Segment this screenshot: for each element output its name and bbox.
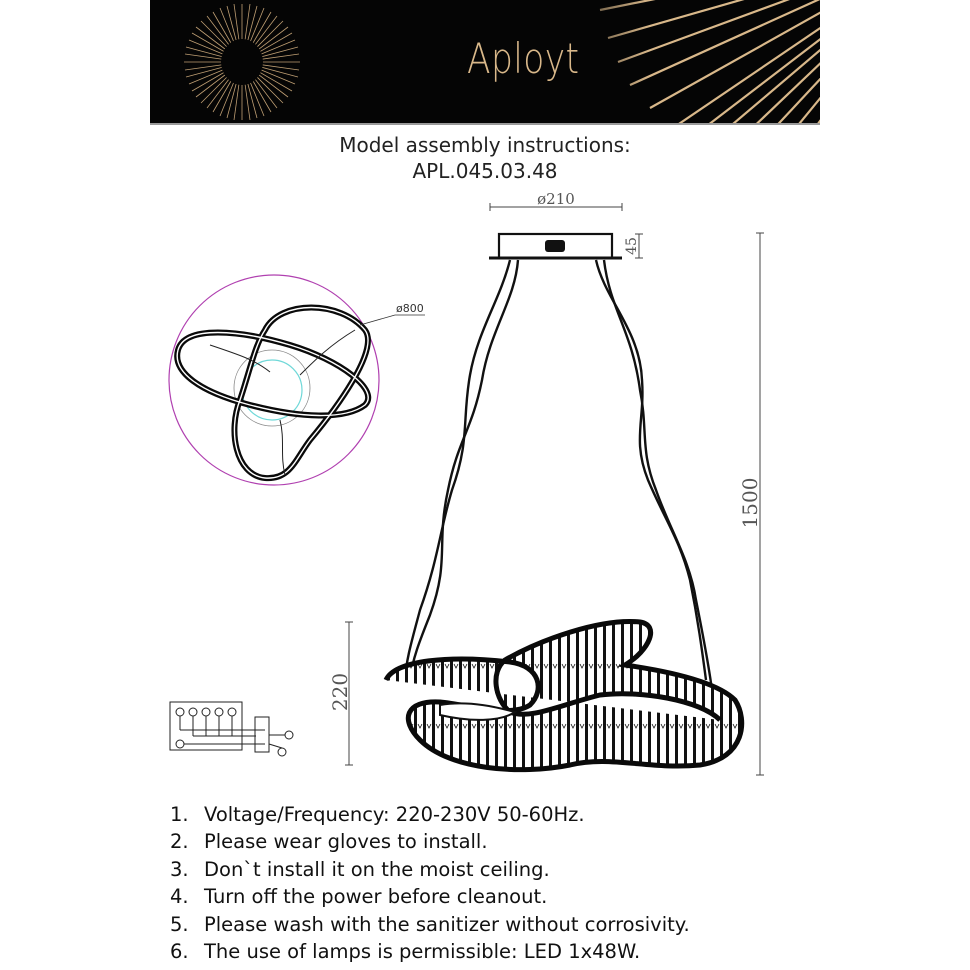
instruction-item: 4. Turn off the power before cleanout. [170,885,548,909]
canopy-screw-icon [545,240,565,252]
crystal-rings [386,622,742,770]
brand-logo-text: Aployt [467,34,580,83]
model-number: APL.045.03.48 [412,159,558,183]
instruction-item: 6. The use of lamps is permissible: LED 1x48W. [170,940,641,964]
suspension-cables [405,260,712,690]
instruction-item: 2. Please wear gloves to install. [170,830,488,854]
canopy-height-label: 45 [624,237,640,255]
instructions-list [170,801,690,965]
wiring-diagram-icon [170,702,293,756]
total-height-label: 1500 [738,477,762,529]
instruction-item: 3. Don`t install it on the moist ceiling. [170,857,550,881]
top-view-diameter-label: ø800 [396,302,424,315]
top-view-diagram [169,275,425,485]
ring-height-label: 220 [328,672,352,712]
page-title: Model assembly instructions: [339,133,631,157]
canopy-diameter-label: ø210 [537,190,575,208]
instruction-item: 1. Voltage/Frequency: 220-230V 50-60Hz. [170,803,585,826]
instruction-item: 5. Please wash with the sanitizer without corrosivity. [170,912,690,936]
